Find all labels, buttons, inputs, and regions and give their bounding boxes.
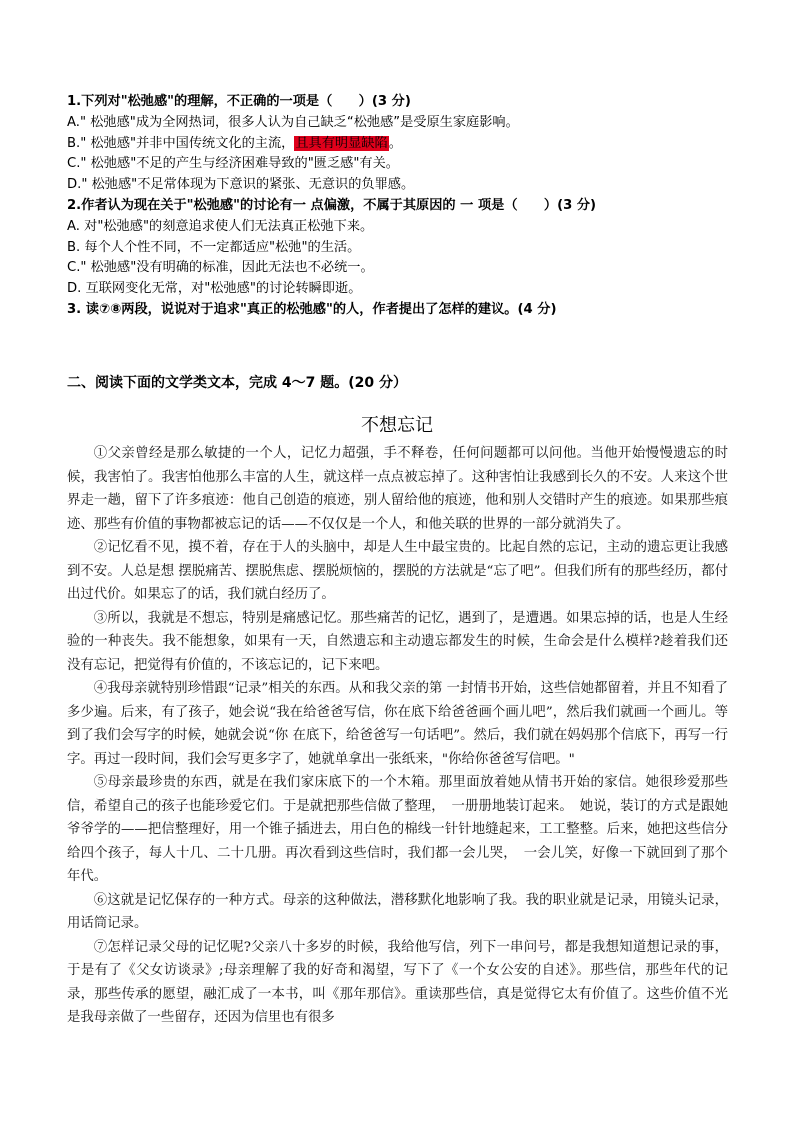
question-3-stem: 3. 读⑦⑧两段，说说对于追求"真正的松弛感"的人，作者提出了怎样的建议。(4 分) [67,301,557,317]
question-2-option-c: C." 松弛感"没有明确的标准，因此无法也不必统一。 [67,260,374,276]
question-1-option-b [67,134,737,155]
question-block [67,92,737,321]
paragraph-7: ⑦怎样记录父母的记忆呢?父亲八十多岁的时候，我给他写信，列下一串问号，都是我想知道想记录的事，于是有了《父女访谈录》;母亲理解了我的好奇和渴望，写下了《一个女公安的自述》。那些信，那些年代的记录，那些传承的愿望，融汇成了一本书，叫《那年那信》。重读那些信，真是觉得它太有价值了。这些价值不光是我母亲做了一些留存，还因为信里也有很多 [67,939,728,1025]
option-b-end: 。 [388,135,402,151]
question-1-stem: 1.下列对"松弛感"的理解，不正确的一项是（ ）(3 分) [67,94,411,109]
article-title: 不想忘记 [361,415,433,436]
question-1-option-d: D." 松弛感"不足常体现为下意识的紧张、无意识的负罪感。 [67,177,415,193]
paragraph-3: ③所以，我就是不想忘，特别是痛感记忆。那些痛苦的记忆，遇到了，是遭遇。如果忘掉的话，也是人生经验的一种丧失。我不能想象，如果有一天，自然遗忘和主动遗忘都发生的时候，生命会是什么模样?趁着我们还没有忘记，把觉得有价值的，不该忘记的，记下来吧。 [67,610,728,673]
paragraph-6: ⑥这就是记忆保存的一种方式。母亲的这种做法，潜移默化地影响了我。我的职业就是记录，用镜头记录，用话筒记录。 [67,892,728,931]
section-heading: 二、阅读下面的文学类文本，完成 4～7 题。(20 分） [67,375,407,391]
question-2-stem: 2.作者认为现在关于"松弛感"的讨论有一 点偏激，不属于其原因的 一 项是（ ）(3 分) [67,197,597,213]
option-b-text: B." 松弛感"并非中国传统文化的主流， [67,135,295,151]
paragraph-2: ②记忆看不见，摸不着，存在于人的头脑中，却是人生中最宝贵的。比起自然的忘记，主动的遗忘更让我感到不安。人总是想 摆脱痛苦、摆脱焦虑、摆脱烦恼的，摆脱的方法就是“忘了吧”。但我们所有的那些经历，都付出过代价。如果忘了的话，我们就白经历了。 [67,540,728,602]
question-2-option-d: D. 互联网变化无常，对"松弛感"的讨论转瞬即逝。 [67,281,362,297]
paragraph-1: ①父亲曾经是那么敏捷的一个人，记忆力超强，手不释卷，任何问题都可以问他。当他开始慢慢遗忘的时候，我害怕了。我害怕他那么丰富的人生，就这样一点点被忘掉了。这种害怕让我感到长久的不安。人来这个世界走一趟，留下了许多痕迹：他自己创造的痕迹，别人留给他的痕迹，他和别人交错时产生的痕迹。如果那些痕迹、那些有价值的事物都被忘记的话——不仅仅是一个人，和他关联的世界的一部分就消失了。 [67,446,728,532]
paragraph-5: ⑤母亲最珍贵的东西，就是在我们家床底下的一个木箱。那里面放着她从情书开始的家信。她很珍爱那些信，希望自己的孩子也能珍爱它们。于是就把那些信做了整理， 一册册地装订起来。 她说，装订的方式是跟她爷爷学的——把信整理好，用一个锥子插进去，用白色的棉线一针针地缝起来，工工整整。后来，她把这些信分给四个孩子，每人十几、二十几册。再次看到这些信时，我们都一会儿哭， 一会儿笑，好像一下就回到了那个年代。 [67,775,728,884]
highlighted-text: 且具有明显缺陷 [295,135,388,151]
question-2-option-b: B. 每个人个性不同，不一定都适应"松弛"的生活。 [67,239,361,255]
article-body [67,442,728,1030]
question-2-option-a: A. 对"松弛感"的刻意追求使人们无法真正松弛下来。 [67,218,374,234]
question-1-option-c: C." 松弛感"不足的产生与经济困难导致的"匮乏感"有关。 [67,156,399,172]
paragraph-4: ④我母亲就特别珍惜跟“记录”相关的东西。从和我父亲的第 一封情书开始，这些信她都留着，并且不知看了多少遍。后来，有了孩子，她会说“我在给爸爸写信，你在底下给爸爸画个画儿吧”，然后我们就画一个画儿。等到了我们会写字的时候，她就会说“你 在底下，给爸爸写一句话吧”。然后，我们就在妈妈那个信底下，再写一行字。再过一段时间，我们会写更多字了，她就单拿出一张纸来，"你给你爸爸写信吧。" [67,681,728,767]
question-1-option-a: A." 松弛感"成为全网热词，很多人认为自己缺乏“松弛感”是受原生家庭影响。 [67,114,519,130]
